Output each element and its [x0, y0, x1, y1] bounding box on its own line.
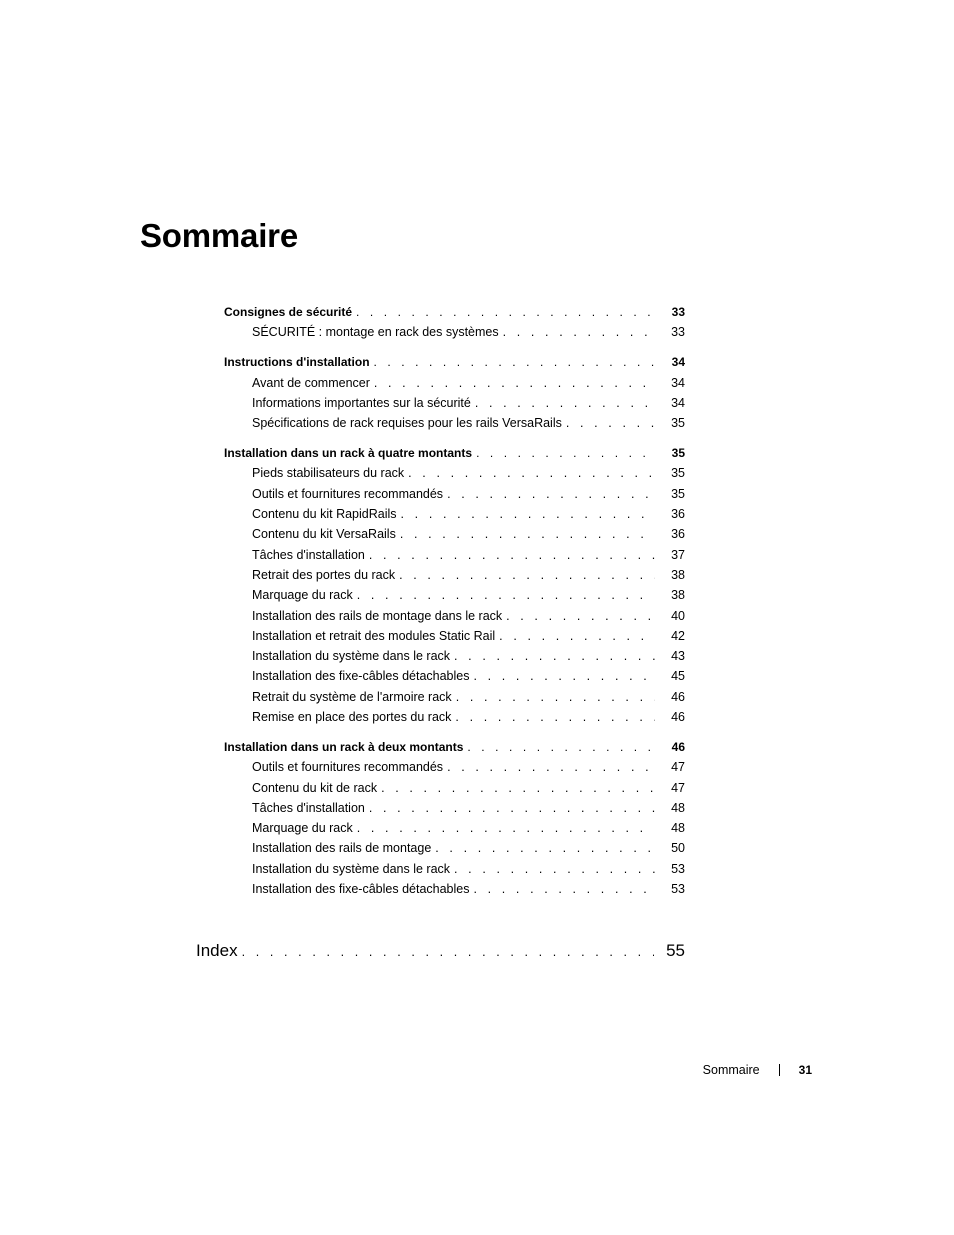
toc-entry-page: 35: [671, 416, 685, 431]
toc-entry-label: Remise en place des portes du rack: [252, 710, 452, 725]
toc-entry-page: 53: [671, 882, 685, 897]
toc-entry-page: 48: [671, 800, 685, 815]
dot-leader: [369, 798, 655, 818]
toc-subsection-entry[interactable]: [224, 838, 685, 858]
toc-entry-label: SÉCURITÉ : montage en rack des systèmes: [252, 325, 499, 340]
toc-entry-page: 35: [671, 486, 685, 501]
toc-entry-label: Installation du système dans le rack: [252, 649, 451, 664]
toc-subsection-entry[interactable]: [224, 545, 685, 565]
dot-leader: [400, 524, 655, 544]
toc-subsection-entry[interactable]: [224, 859, 685, 879]
toc-section-entry[interactable]: [224, 737, 685, 757]
toc-subsection-entry[interactable]: [224, 798, 685, 818]
toc-subsection-entry[interactable]: [224, 626, 685, 646]
toc-entry-label: Outils et fournitures recommandés: [252, 760, 444, 775]
dot-leader: [242, 939, 654, 965]
toc-entry-page: 33: [671, 305, 685, 319]
toc-subsection-entry[interactable]: [224, 373, 685, 393]
toc-entry-label: Tâches d'installation: [252, 547, 365, 562]
dot-leader: [447, 757, 655, 777]
toc-entry-label: Retrait du système de l'armoire rack: [252, 689, 452, 704]
toc-subsection-entry[interactable]: [224, 646, 685, 666]
toc-entry-page: 53: [671, 861, 685, 876]
toc-entry-label: Instructions d'installation: [224, 355, 370, 370]
toc-entry-page: 55: [666, 941, 685, 960]
toc-subsection-entry[interactable]: [224, 393, 685, 413]
toc-subsection-entry[interactable]: [224, 524, 685, 544]
toc-subsection-entry[interactable]: [224, 463, 685, 483]
toc-entry-page: 50: [671, 841, 685, 856]
toc-entry-page: 46: [671, 710, 685, 725]
toc-entry-label: Installation du système dans le rack: [252, 861, 451, 876]
toc-entry-page: 34: [671, 355, 685, 370]
toc-entry-label: Installation et retrait des modules Static Rail: [252, 628, 496, 643]
table-of-contents: [224, 302, 685, 899]
toc-entry-page: 35: [671, 466, 685, 481]
dot-leader: [456, 687, 655, 707]
toc-entry-label: Marquage du rack: [252, 588, 353, 603]
toc-entry-label: Contenu du kit VersaRails: [252, 527, 396, 542]
toc-entry-label: Installation des rails de montage dans le rack: [252, 608, 503, 623]
dot-leader: [381, 778, 655, 798]
toc-entry-page: 33: [671, 325, 685, 340]
toc-subsection-entry[interactable]: [224, 687, 685, 707]
toc-entry-page: 36: [671, 507, 685, 522]
footer-section-title: Sommaire: [702, 1063, 760, 1077]
toc-subsection-entry[interactable]: [224, 707, 685, 727]
dot-leader: [374, 352, 655, 372]
toc-subsection-entry[interactable]: [224, 585, 685, 605]
toc-subsection-entry[interactable]: [224, 565, 685, 585]
toc-entry-label: Outils et fournitures recommandés: [252, 486, 444, 501]
toc-entry-label: Installation dans un rack à deux montants: [224, 740, 464, 754]
toc-entry-label: Spécifications de rack requises pour les rails VersaRails: [252, 416, 562, 431]
toc-index-entry[interactable]: [196, 938, 685, 965]
toc-entry-label: Retrait des portes du rack: [252, 567, 396, 582]
toc-entry-label: Contenu du kit RapidRails: [252, 507, 397, 522]
toc-entry-label: Consignes de sécurité: [224, 305, 353, 319]
toc-entry-page: 47: [671, 780, 685, 795]
toc-entry-page: 43: [671, 649, 685, 664]
toc-subsection-entry[interactable]: [224, 484, 685, 504]
dot-leader: [454, 646, 655, 666]
dot-leader: [499, 626, 655, 646]
dot-leader: [454, 859, 655, 879]
toc-entry-label: Pieds stabilisateurs du rack: [252, 466, 405, 481]
toc-entry-label: Index: [196, 941, 238, 960]
toc-entry-page: 36: [671, 527, 685, 542]
toc-entry-label: Marquage du rack: [252, 821, 353, 836]
dot-leader: [566, 413, 655, 433]
toc-entry-page: 35: [671, 446, 685, 461]
toc-entry-label: Installation dans un rack à quatre montants: [224, 446, 473, 461]
toc-subsection-entry[interactable]: [224, 879, 685, 899]
toc-section-entry[interactable]: [224, 443, 685, 463]
toc-entry-page: 47: [671, 760, 685, 775]
footer-separator: [779, 1064, 780, 1076]
toc-entry-label: Installation des rails de montage: [252, 841, 432, 856]
dot-leader: [374, 373, 655, 393]
dot-leader: [399, 565, 655, 585]
toc-entry-page: 42: [671, 628, 685, 643]
toc-entry-label: Installation des fixe-câbles détachables: [252, 882, 470, 897]
toc-section-entry[interactable]: [224, 302, 685, 322]
toc-entry-page: 37: [671, 547, 685, 562]
toc-entry-page: 34: [671, 395, 685, 410]
toc-entry-label: Informations importantes sur la sécurité: [252, 395, 471, 410]
toc-subsection-entry[interactable]: [224, 606, 685, 626]
page-footer: [703, 1061, 812, 1079]
toc-subsection-entry[interactable]: [224, 818, 685, 838]
dot-leader: [356, 302, 655, 322]
dot-leader: [506, 606, 655, 626]
dot-leader: [475, 393, 655, 413]
dot-leader: [474, 666, 656, 686]
toc-entry-page: 38: [671, 567, 685, 582]
footer-page-number: 31: [798, 1063, 812, 1077]
toc-subsection-entry[interactable]: [224, 413, 685, 433]
toc-entry-page: 34: [671, 375, 685, 390]
dot-leader: [467, 737, 655, 757]
toc-section-entry[interactable]: [224, 352, 685, 372]
toc-subsection-entry[interactable]: [224, 322, 685, 342]
dot-leader: [476, 443, 655, 463]
dot-leader: [401, 504, 655, 524]
dot-leader: [357, 585, 655, 605]
dot-leader: [435, 838, 655, 858]
dot-leader: [369, 545, 655, 565]
toc-entry-label: Installation des fixe-câbles détachables: [252, 669, 470, 684]
toc-entry-page: 48: [671, 821, 685, 836]
toc-subsection-entry[interactable]: [224, 504, 685, 524]
toc-entry-page: 46: [671, 740, 685, 754]
page-title: Sommaire: [140, 217, 298, 254]
toc-entry-page: 40: [671, 608, 685, 623]
dot-leader: [408, 463, 655, 483]
dot-leader: [357, 818, 655, 838]
dot-leader: [503, 322, 655, 342]
dot-leader: [474, 879, 656, 899]
dot-leader: [455, 707, 655, 727]
toc-entry-label: Avant de commencer: [252, 375, 370, 390]
toc-entry-page: 46: [671, 689, 685, 704]
dot-leader: [447, 484, 655, 504]
toc-subsection-entry[interactable]: [224, 666, 685, 686]
toc-entry-page: 45: [671, 669, 685, 684]
toc-entry-label: Tâches d'installation: [252, 800, 365, 815]
toc-entry-page: 38: [671, 588, 685, 603]
toc-subsection-entry[interactable]: [224, 778, 685, 798]
toc-entry-label: Contenu du kit de rack: [252, 780, 378, 795]
toc-subsection-entry[interactable]: [224, 757, 685, 777]
